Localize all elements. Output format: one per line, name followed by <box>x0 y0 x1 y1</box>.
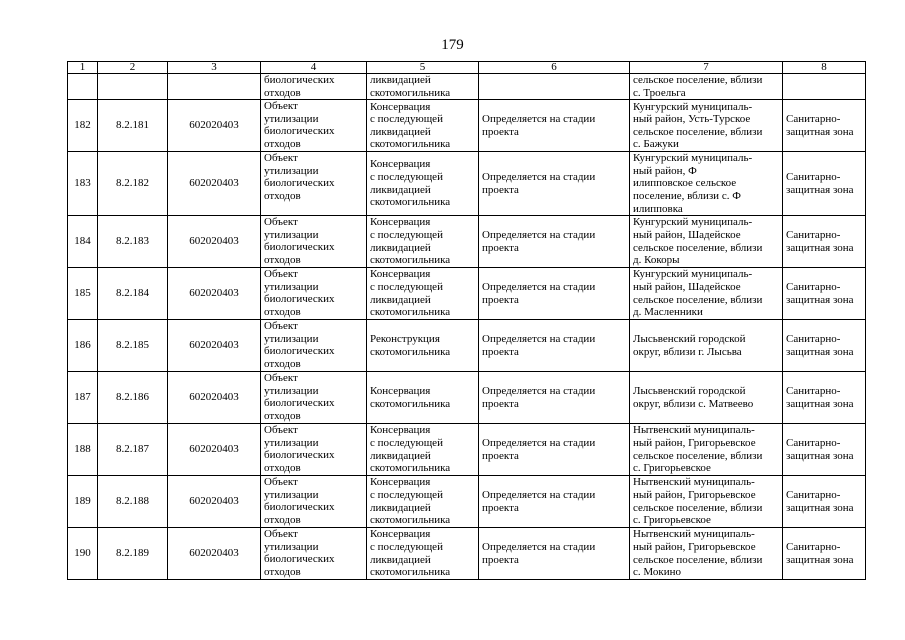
cell-number: 189 <box>74 495 91 508</box>
table-row <box>68 372 866 424</box>
cell-action: Консервация с последующей ликвидацией скотомогильника <box>370 424 451 475</box>
cell-params: Определяется на стадии проекта <box>482 333 596 358</box>
cell-empty <box>98 74 168 100</box>
cell-code: 8.2.186 <box>116 391 149 404</box>
cell-kind-code: 602020403 <box>189 287 239 300</box>
cell-params: Определяется на стадии проекта <box>482 541 596 566</box>
cell-action: Консервация с последующей ликвидацией скотомогильника <box>370 158 451 209</box>
cell-params: Определяется на стадии проекта <box>482 113 596 138</box>
cell-params: Определяется на стадии проекта <box>482 489 596 514</box>
cell-zone: Санитарно- защитная зона <box>786 333 854 358</box>
cell-code: 8.2.189 <box>116 547 149 560</box>
cell-action: Консервация с последующей ликвидацией скотомогильника <box>370 100 451 151</box>
cell-location: Нытвенский муниципаль- ный район, Григорьевское сельское поселение, вблизи с. Григорьевское <box>633 424 763 475</box>
cell-empty <box>68 74 98 100</box>
cell-code: 8.2.188 <box>116 495 149 508</box>
cell-location: Кунгурский муниципаль- ный район, Усть-Турское сельское поселение, вблизи с. Бажуки <box>633 100 763 151</box>
cell-kind-code: 602020403 <box>189 547 239 560</box>
column-header: 2 <box>98 62 168 74</box>
cell-location: Кунгурский муниципаль- ный район, Шадейское сельское поселение, вблизи д. Масленники <box>633 268 763 319</box>
column-header: 7 <box>630 62 783 74</box>
cell-location: Лысьвенский городской округ, вблизи г. Лысьва <box>633 333 746 358</box>
cell-zone: Санитарно- защитная зона <box>786 229 854 254</box>
cell-params: Определяется на стадии проекта <box>482 281 596 306</box>
cell-object: Объект утилизации биологических отходов <box>264 476 335 526</box>
cell-kind-code: 602020403 <box>189 495 239 508</box>
cell-action: Консервация скотомогильника <box>370 385 451 410</box>
cell-params: Определяется на стадии проекта <box>482 229 596 254</box>
cell-zone: Санитарно- защитная зона <box>786 113 854 138</box>
cell-action: Консервация с последующей ликвидацией скотомогильника <box>370 268 451 319</box>
page-number: 179 <box>441 37 464 53</box>
cell-kind-code: 602020403 <box>189 119 239 132</box>
cell-params: Определяется на стадии проекта <box>482 171 596 196</box>
cell-location: сельское поселение, вблизи с. Троельга <box>633 74 763 99</box>
cell-object: Объект утилизации биологических отходов <box>264 216 335 266</box>
table-row <box>68 152 866 216</box>
cell-location: Кунгурский муниципаль- ный район, Ф илипповское сельское поселение, вблизи с. Ф илипповка <box>633 152 753 215</box>
header-row <box>68 62 866 74</box>
cell-location: Нытвенский муниципаль- ный район, Григорьевское сельское поселение, вблизи с. Григорьевское <box>633 476 763 527</box>
cell-code: 8.2.184 <box>116 287 149 300</box>
cell-zone: Санитарно- защитная зона <box>786 281 854 306</box>
cell-zone: Санитарно- защитная зона <box>786 489 854 514</box>
table-row <box>68 424 866 476</box>
cell-number: 185 <box>74 287 91 300</box>
objects-table <box>67 61 866 580</box>
cell-kind-code: 602020403 <box>189 177 239 190</box>
cell-action: Консервация с последующей ликвидацией скотомогильника <box>370 476 451 527</box>
cell-number: 188 <box>74 443 91 456</box>
cell-zone: Санитарно- защитная зона <box>786 541 854 566</box>
cell-code: 8.2.183 <box>116 235 149 248</box>
cell-location: Лысьвенский городской округ, вблизи с. Матвеево <box>633 385 754 410</box>
table-row <box>68 100 866 152</box>
column-header: 8 <box>783 62 866 74</box>
cell-number: 186 <box>74 339 91 352</box>
table-row <box>68 528 866 580</box>
cell-empty <box>168 74 261 100</box>
cell-kind-code: 602020403 <box>189 235 239 248</box>
cell-code: 8.2.182 <box>116 177 149 190</box>
cell-kind-code: 602020403 <box>189 443 239 456</box>
cell-object: биологических отходов <box>264 74 335 99</box>
cell-object: Объект утилизации биологических отходов <box>264 152 335 202</box>
cell-params: Определяется на стадии проекта <box>482 437 596 462</box>
cell-number: 183 <box>74 177 91 190</box>
column-header: 3 <box>168 62 261 74</box>
cell-object: Объект утилизации биологических отходов <box>264 424 335 474</box>
table-row <box>68 320 866 372</box>
cell-code: 8.2.187 <box>116 443 149 456</box>
column-header: 5 <box>367 62 479 74</box>
cell-object: Объект утилизации биологических отходов <box>264 528 335 578</box>
cell-zone: Санитарно- защитная зона <box>786 385 854 410</box>
column-header: 4 <box>261 62 367 74</box>
column-header: 6 <box>479 62 630 74</box>
cell-kind-code: 602020403 <box>189 339 239 352</box>
cell-object: Объект утилизации биологических отходов <box>264 320 335 370</box>
column-header: 1 <box>68 62 98 74</box>
cell-code: 8.2.181 <box>116 119 149 132</box>
cell-params: Определяется на стадии проекта <box>482 385 596 410</box>
table-row <box>68 268 866 320</box>
cell-zone: Санитарно- защитная зона <box>786 171 854 196</box>
table-row <box>68 476 866 528</box>
cell-action: Реконструкция скотомогильника <box>370 333 451 358</box>
cell-action: Консервация с последующей ликвидацией скотомогильника <box>370 216 451 267</box>
cell-action: ликвидацией скотомогильника <box>370 74 451 99</box>
cell-kind-code: 602020403 <box>189 391 239 404</box>
table-row <box>68 216 866 268</box>
cell-location: Кунгурский муниципаль- ный район, Шадейское сельское поселение, вблизи д. Кокоры <box>633 216 763 267</box>
cell-object: Объект утилизации биологических отходов <box>264 100 335 150</box>
cell-number: 187 <box>74 391 91 404</box>
cell-action: Консервация с последующей ликвидацией скотомогильника <box>370 528 451 579</box>
cell-location: Нытвенский муниципаль- ный район, Григорьевское сельское поселение, вблизи с. Мокино <box>633 528 763 579</box>
cell-object: Объект утилизации биологических отходов <box>264 372 335 422</box>
cell-number: 182 <box>74 119 91 132</box>
cell-number: 184 <box>74 235 91 248</box>
cell-number: 190 <box>74 547 91 560</box>
cell-zone: Санитарно- защитная зона <box>786 437 854 462</box>
continuation-row <box>68 74 866 100</box>
cell-object: Объект утилизации биологических отходов <box>264 268 335 318</box>
cell-code: 8.2.185 <box>116 339 149 352</box>
